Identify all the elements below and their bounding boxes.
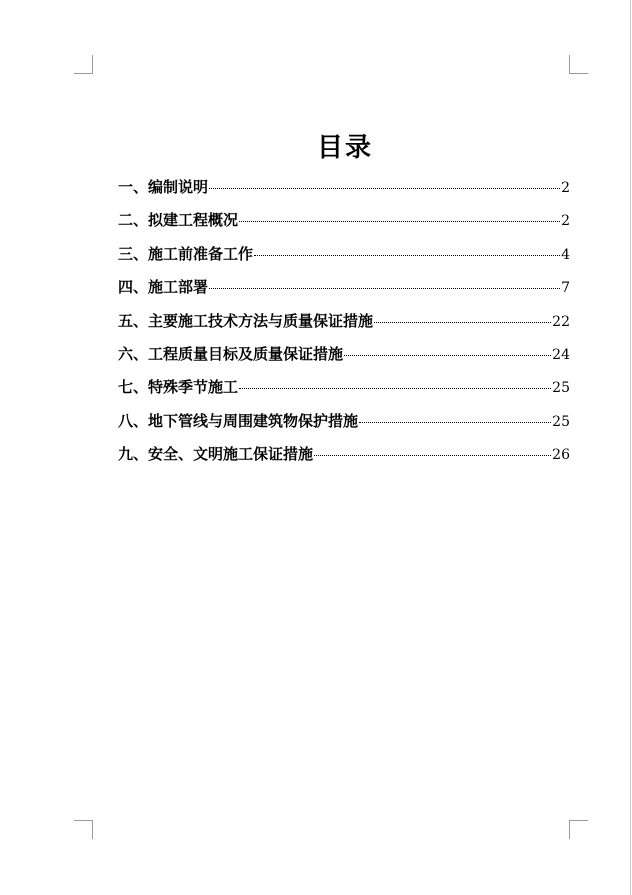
toc-entry-9[interactable] <box>118 443 570 476</box>
table-of-contents <box>118 176 570 477</box>
toc-leader-dots <box>239 388 551 389</box>
toc-entry-4[interactable] <box>118 276 570 309</box>
toc-entry-page: 26 <box>552 447 570 464</box>
bottom-left-margin-mark <box>74 820 93 839</box>
toc-entry-label: 八、地下管线与周围建筑物保护措施 <box>118 411 359 430</box>
toc-entry-label: 二、拟建工程概况 <box>118 211 239 230</box>
top-left-margin-mark <box>74 55 93 74</box>
toc-entry-label: 四、施工部署 <box>118 278 209 297</box>
toc-entry-label: 九、安全、文明施工保证措施 <box>118 445 314 464</box>
toc-entry-3[interactable] <box>118 243 570 276</box>
toc-entry-7[interactable] <box>118 376 570 409</box>
top-right-margin-mark <box>569 55 588 74</box>
toc-entry-6[interactable] <box>118 343 570 376</box>
toc-leader-dots <box>254 255 560 256</box>
toc-title: 目录 <box>316 133 373 163</box>
bottom-right-margin-mark <box>569 820 588 839</box>
toc-entry-page: 7 <box>561 280 570 297</box>
toc-entry-page: 4 <box>561 246 570 263</box>
toc-entry-page: 25 <box>552 380 570 397</box>
toc-leader-dots <box>374 322 551 323</box>
toc-leader-dots <box>209 288 560 289</box>
toc-leader-dots <box>239 221 560 222</box>
toc-leader-dots <box>209 188 560 189</box>
toc-entry-2[interactable] <box>118 209 570 242</box>
toc-leader-dots <box>344 355 551 356</box>
toc-entry-page: 2 <box>561 213 570 230</box>
toc-entry-label: 三、施工前准备工作 <box>118 244 254 263</box>
toc-entry-5[interactable] <box>118 310 570 343</box>
toc-entry-page: 2 <box>561 180 570 196</box>
toc-entry-label: 六、工程质量目标及质量保证措施 <box>118 344 344 363</box>
toc-entry-8[interactable] <box>118 410 570 443</box>
toc-entry-page: 25 <box>552 413 570 430</box>
toc-entry-1[interactable] <box>118 176 570 209</box>
toc-entry-label: 一、编制说明 <box>118 178 209 196</box>
toc-entry-label: 五、主要施工技术方法与质量保证措施 <box>118 311 374 330</box>
toc-entry-page: 24 <box>552 346 570 363</box>
toc-entry-page: 22 <box>552 313 570 330</box>
toc-leader-dots <box>314 455 551 456</box>
toc-leader-dots <box>359 422 551 423</box>
toc-entry-label: 七、特殊季节施工 <box>118 378 239 397</box>
